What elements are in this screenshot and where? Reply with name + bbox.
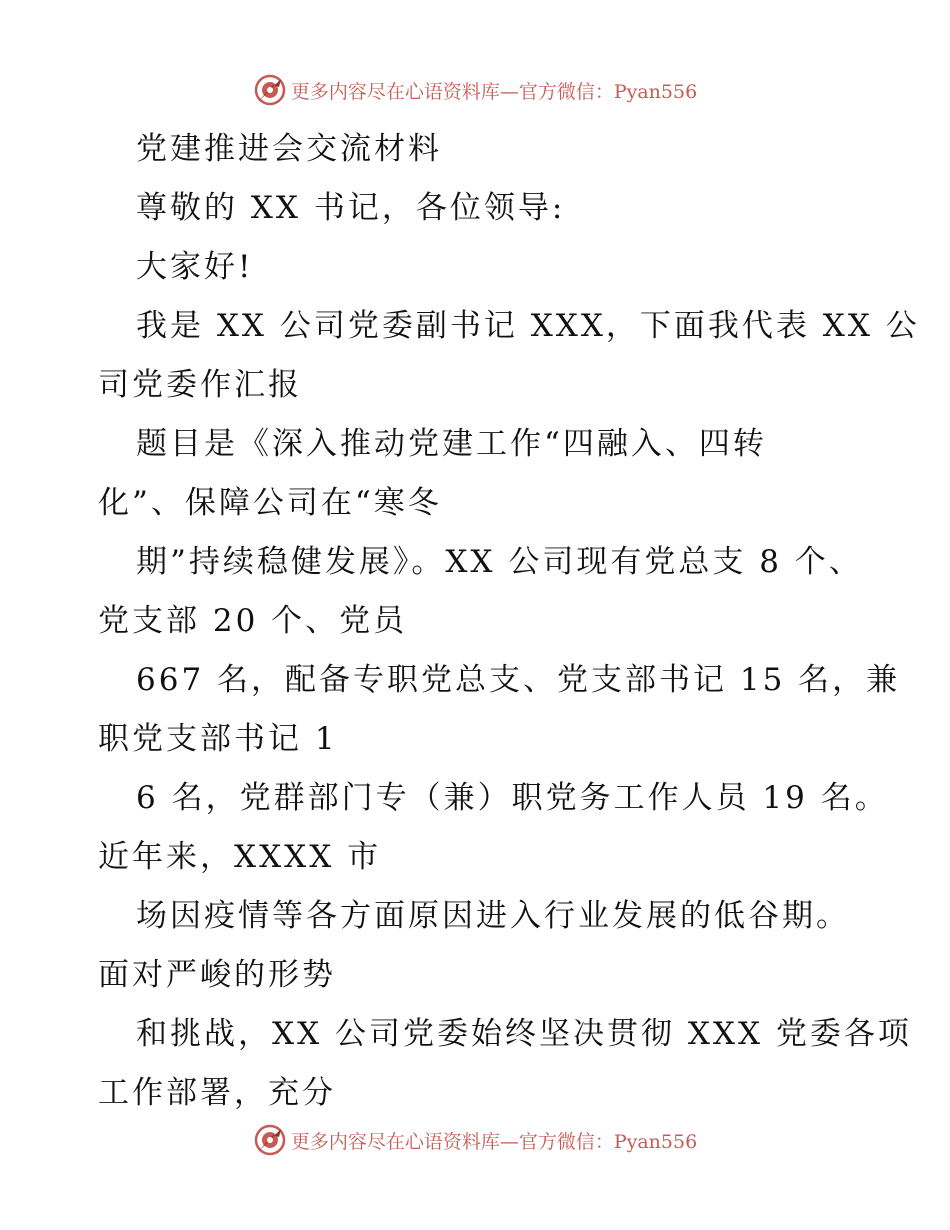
text-line: 场因疫情等各方面原因进入行业发展的低谷期。	[136, 898, 850, 934]
footer-watermark	[0, 1120, 950, 1160]
quill-logo-icon	[253, 73, 287, 107]
header-watermark	[0, 70, 950, 110]
text-line: 我是 XX 公司党委副书记 XXX，下面我代表 XX 公	[136, 308, 920, 344]
text-line: 工作部署，充分	[98, 1075, 336, 1111]
text-line: 期”持续稳健发展》。XX 公司现有党总支 8 个、	[136, 544, 863, 580]
document-body	[98, 120, 920, 1123]
text-line: 6 名，党群部门专（兼）职党务工作人员 19 名。	[136, 780, 889, 816]
watermark-text: 更多内容尽在心语资料库—官方微信：Pyan556	[290, 1130, 698, 1153]
text-line: 化”、保障公司在“寒冬	[98, 485, 442, 521]
text-line: 和挑战，XX 公司党委始终坚决贯彻 XXX 党委各项	[136, 1016, 912, 1052]
watermark-text: 更多内容尽在心语资料库—官方微信：Pyan556	[290, 80, 698, 103]
text-line: 题目是《深入推动党建工作“四融入、四转	[136, 426, 767, 462]
quill-logo-icon	[253, 1123, 287, 1157]
text-line: 667 名，配备专职党总支、党支部书记 15 名，兼	[136, 662, 901, 698]
text-line: 党支部 20 个、党员	[98, 603, 408, 639]
text-line: 职党支部书记 1	[98, 721, 338, 757]
text-line: 司党委作汇报	[98, 367, 302, 403]
text-line: 大家好!	[136, 249, 254, 285]
text-line: 面对严峻的形势	[98, 957, 336, 993]
text-line: 党建推进会交流材料	[136, 131, 442, 167]
text-line: 近年来，XXXX 市	[98, 839, 382, 875]
text-line: 尊敬的 XX 书记，各位领导:	[136, 190, 566, 226]
